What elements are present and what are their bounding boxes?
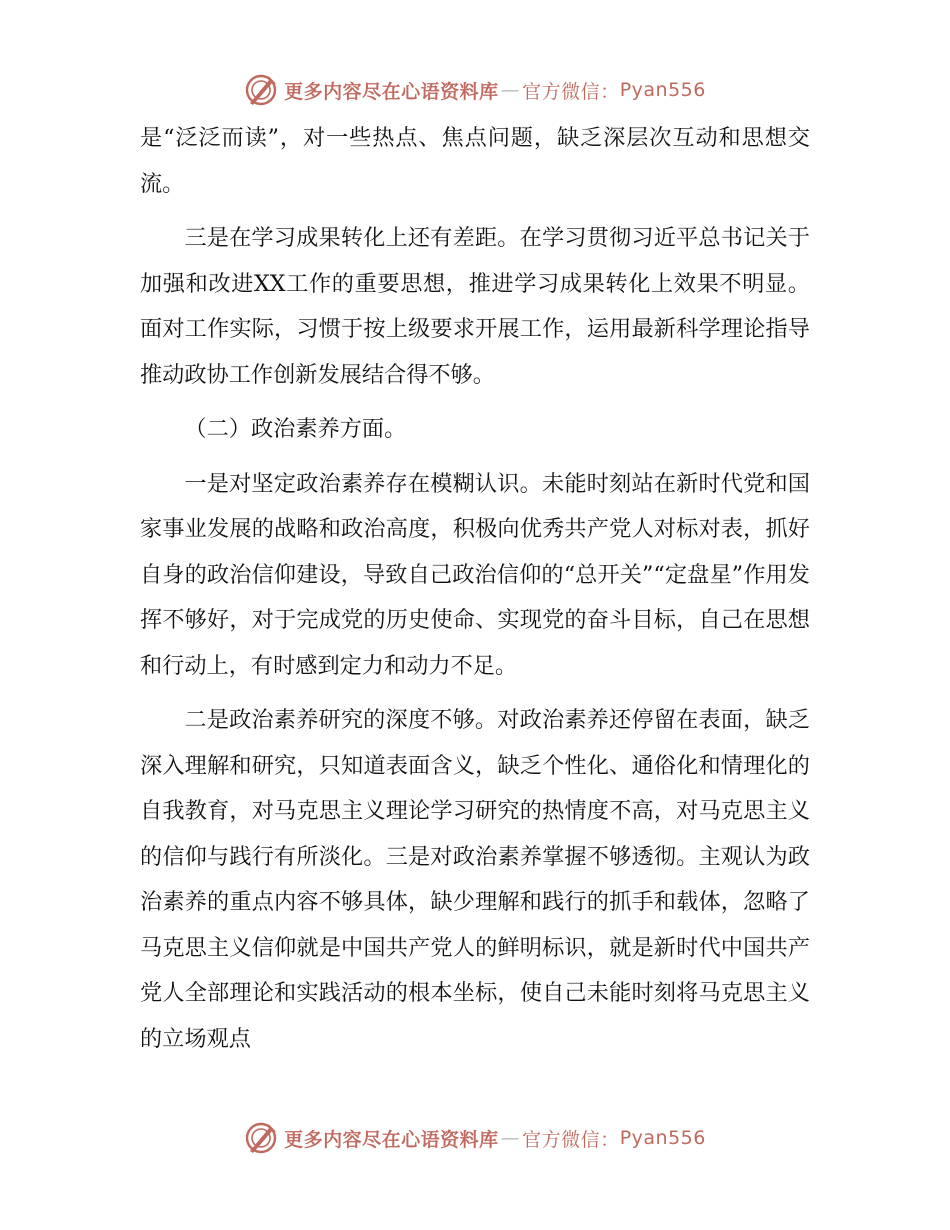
paragraph-point-two: 二是政治素养研究的深度不够。对政治素养还停留在表面，缺乏深入理解和研究，只知道表面含义，缺乏个性化、通俗化和情理化的自我教育，对马克思主义理论学习研究的热情度不高，对马克思主义的信仰与践行有所淡化。三是对政治素养掌握不够透彻。主观认为政治素养的重点内容不够具体，缺少理解和践行的抓手和载体，忽略了马克思主义信仰就是中国共产党人的鲜明标识，就是新时代中国共产党人全部理论和实践活动的根本坐标，使自己未能时刻将马克思主义的立场观点 [140,707,810,1052]
document-body [140,116,810,1071]
quill-logo-icon [244,73,278,107]
watermark-wechat-id: Pyan556 [619,79,706,101]
watermark-dash: — [500,79,521,101]
footer-watermark [0,1116,950,1160]
paragraph-point-one: 一是对坚定政治素养存在模糊认识。未能时刻站在新时代党和国家事业发展的战略和政治高度，积极向优秀共产党人对标对表，抓好自身的政治信仰建设，导致自己政治信仰的“总开关”“定盘星”作用发挥不够好，对于完成党的历史使命、实现党的奋斗目标，自己在思想和行动上，有时感到定力和动力不足。 [140,470,810,679]
paragraph-study-results: 三是在学习成果转化上还有差距。在学习贯彻习近平总书记关于加强和改进XX工作的重要思想，推进学习成果转化上效果不明显。面对工作实际，习惯于按上级要求开展工作，运用最新科学理论指导推动政协工作创新发展结合得不够。 [140,225,810,388]
header-watermark [0,68,950,112]
watermark-text: 更多内容尽在心语资料库 [284,80,499,103]
watermark-label: 官方微信： [522,1128,620,1151]
watermark-wechat-id: Pyan556 [619,1127,706,1149]
watermark-dash: — [500,1127,521,1149]
watermark-text: 更多内容尽在心语资料库 [284,1128,499,1151]
quill-logo-icon [244,1121,278,1155]
paragraph-continued: 是“泛泛而读”，对一些热点、焦点问题，缺乏深层次互动和思想交流。 [140,125,810,197]
watermark-label: 官方微信： [522,80,620,103]
section-heading-political-literacy: （二）政治素养方面。 [184,416,407,442]
